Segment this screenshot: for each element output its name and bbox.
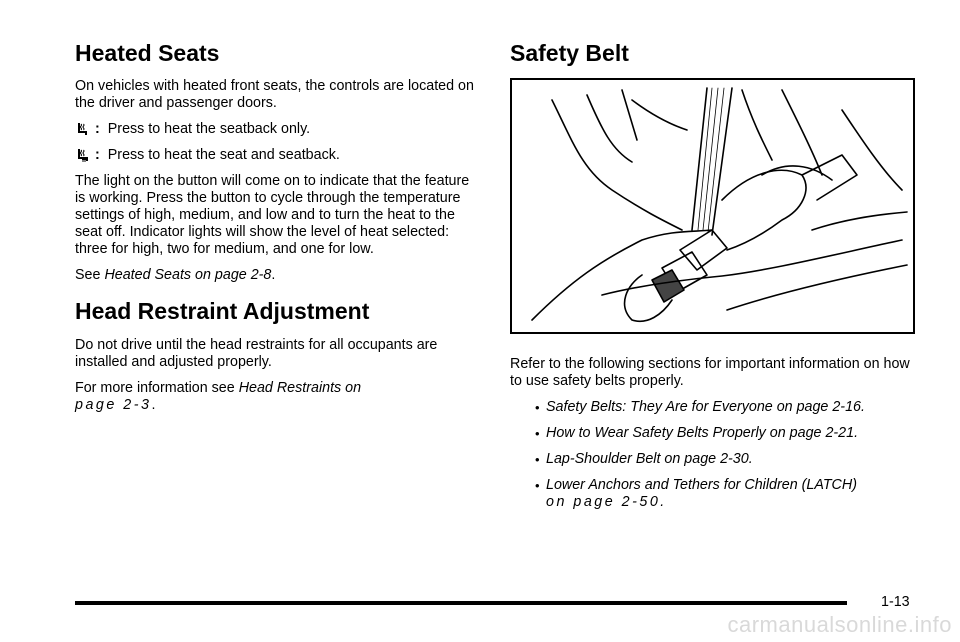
reference-link-line2: on page 2‑50. [546,494,667,511]
see-reference [75,267,480,284]
period: . [271,267,276,284]
indicator-light-paragraph: The light on the button will come on to indicate that the feature is working. Press the button to cycle through the temperature settings of high, medium, and low and to turn the heat to the seat off. Indicator lights will show the level of heat selected: three for high, two for medium, and one for low. [75,173,470,258]
seat-heat-text: Press to heat the seat and seatback. [107,147,340,164]
head-restraint-paragraph: Do not drive until the head restraints for all occupants are installed and adjusted properly. [75,336,438,370]
page-number: 1-13 [881,594,910,610]
head-restraints-link-line2: page 2‑3 [75,396,152,413]
seat-heat-line [75,147,480,164]
seatback-heat-icon [75,121,91,138]
seat-and-seatback-heat-icon [75,147,91,164]
watermark-text: carmanualsonline.info [727,612,952,637]
bullet: • [535,400,540,416]
buckling-belt-drawing [512,80,913,332]
bullet: • [535,452,540,468]
seatback-heat-line [75,121,480,138]
head-restraints-link-line1: Head Restraints on [238,379,362,396]
reference-link[interactable]: Safety Belts: They Are for Everyone on page 2‑16. [546,399,865,416]
safety-belt-heading: Safety Belt [510,40,629,66]
heated-seats-link[interactable]: Heated Seats on page 2‑8 [104,267,272,284]
more-info-reference [75,380,480,414]
list-item [510,477,920,511]
bullet: • [535,426,540,442]
icon-colon: : [95,147,100,164]
heated-seats-heading: Heated Seats [75,40,220,66]
footer-rule [75,601,847,605]
reference-link[interactable]: How to Wear Safety Belts Properly on page 2‑21. [546,425,859,442]
reference-link[interactable] [546,477,857,510]
head-restraint-heading: Head Restraint Adjustment [75,298,370,325]
safety-belt-illustration [510,78,915,334]
seatback-heat-text: Press to heat the seatback only. [107,121,311,138]
reference-link-line1: Lower Anchors and Tethers for Children (LATCH) [546,477,857,494]
see-prefix: See [75,267,101,284]
safety-belt-reference-list [510,399,920,511]
reference-link[interactable]: Lap‑Shoulder Belt on page 2‑30. [546,451,753,468]
safety-belt-intro: Refer to the following sections for important information on how to use safety belts properly. [510,356,910,390]
list-item [510,399,920,416]
icon-colon: : [95,121,100,138]
more-prefix: For more information see [75,379,235,396]
list-item [510,451,920,468]
list-item [510,425,920,442]
period: . [151,396,156,413]
heated-seats-intro: On vehicles with heated front seats, the controls are located on the driver and passenger doors. [75,78,474,112]
left-column [75,40,480,423]
right-column [510,40,920,520]
bullet: • [535,478,540,494]
